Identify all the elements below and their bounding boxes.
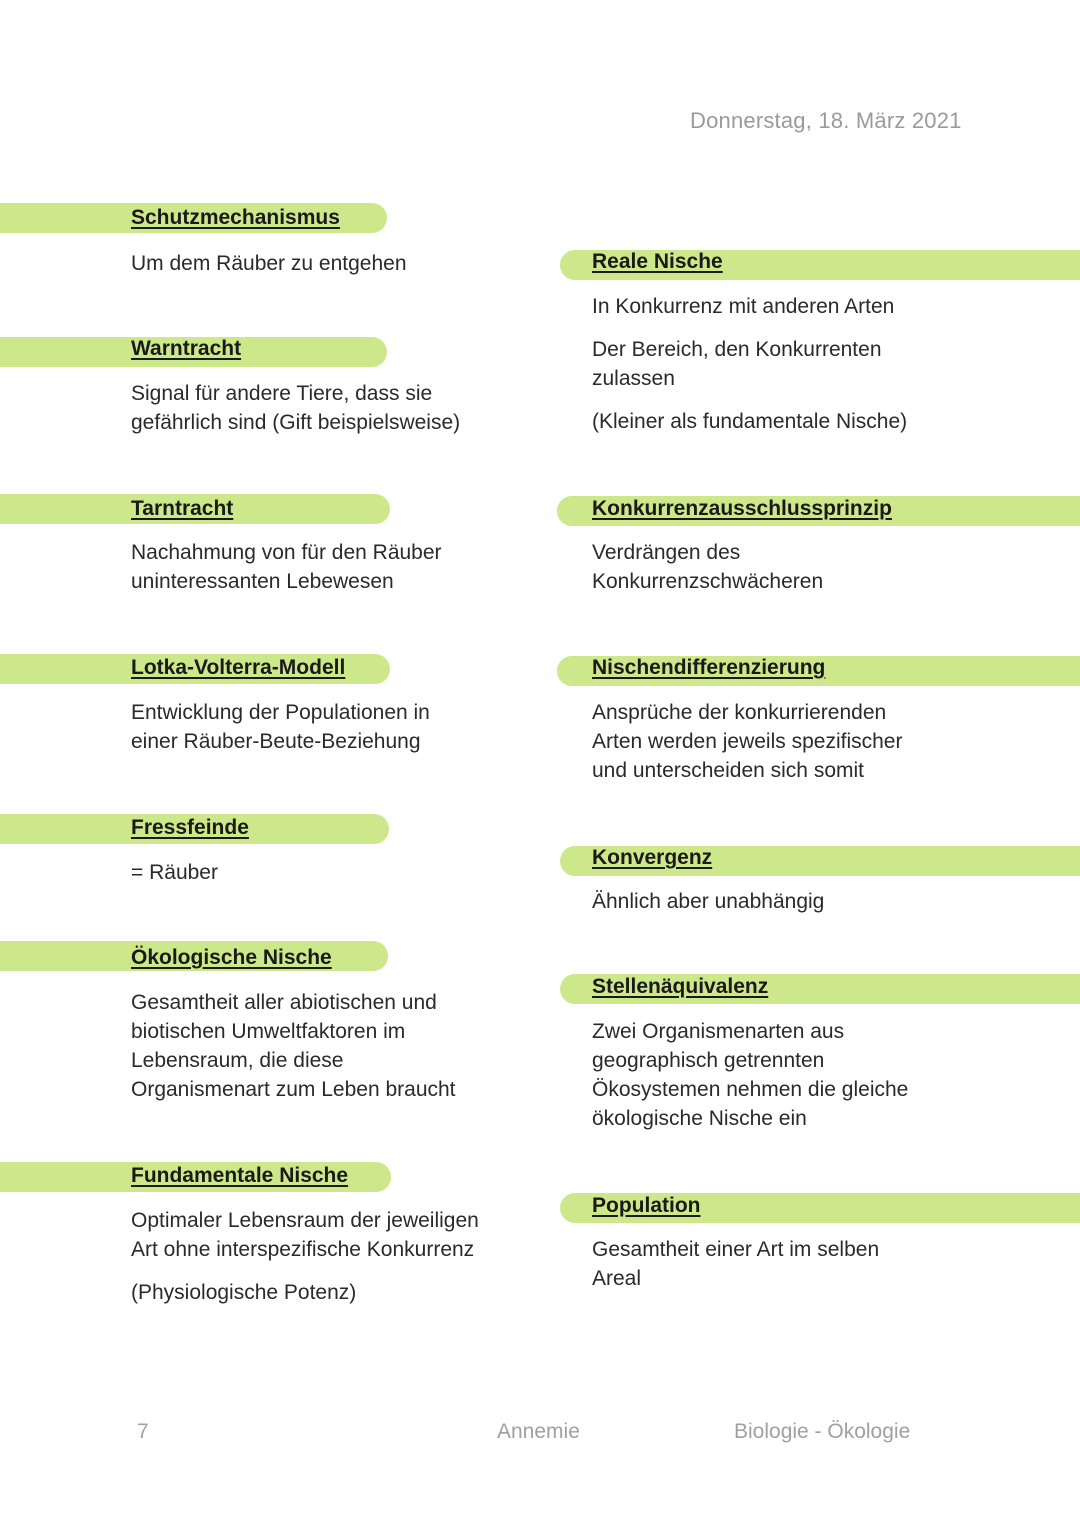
description-paragraph: Gesamtheit einer Art im selben Areal <box>592 1238 880 1290</box>
term-description <box>131 538 481 610</box>
term-heading: Tarntracht <box>131 497 234 520</box>
description-paragraph: Entwicklung der Populationen in einer Räuber-Beute-Beziehung <box>131 701 430 753</box>
term-heading: Schutzmechanismus <box>131 206 340 229</box>
description-paragraph: Ähnlich aber unabhängig <box>592 890 825 913</box>
term-heading: Konvergenz <box>592 846 713 869</box>
term-description <box>131 379 491 451</box>
term-description <box>131 1206 486 1321</box>
description-paragraph: In Konkurrenz mit anderen Arten <box>592 295 895 318</box>
term-heading: Fundamentale Nische <box>131 1164 349 1187</box>
footer-subject: Biologie - Ökologie <box>734 1420 911 1443</box>
description-paragraph: Verdrängen des Konkurrenzschwächeren <box>592 541 824 593</box>
term-heading: Ökologische Nische <box>131 946 332 969</box>
term-heading: Reale Nische <box>592 250 723 273</box>
term-heading: Warntracht <box>131 337 242 360</box>
term-heading: Nischendifferenzierung <box>592 656 826 679</box>
term-description <box>592 538 912 610</box>
footer-author: Annemie <box>497 1420 580 1443</box>
term-heading: Stellenäquivalenz <box>592 975 769 998</box>
description-paragraph: (Physiologische Potenz) <box>131 1281 357 1304</box>
term-heading: Fressfeinde <box>131 816 249 839</box>
page-number: 7 <box>137 1420 149 1443</box>
term-description <box>131 698 471 770</box>
description-paragraph: Gesamtheit aller abiotischen und biotischen Umweltfaktoren im Lebensraum, die diese Organismenart zum Leben braucht <box>131 991 456 1101</box>
term-description <box>131 988 476 1118</box>
term-description <box>131 249 511 292</box>
page-date: Donnerstag, 18. März 2021 <box>690 108 962 133</box>
description-paragraph: Um dem Räuber zu entgehen <box>131 252 407 275</box>
term-heading: Population <box>592 1194 701 1217</box>
description-paragraph: Optimaler Lebensraum der jeweiligen Art ohne interspezifische Konkurrenz <box>131 1209 479 1261</box>
term-description <box>592 887 932 930</box>
description-paragraph: Ansprüche der konkurrierenden Arten werden jeweils spezifischer und unterscheiden sich somit <box>592 701 903 782</box>
term-heading: Lotka-Volterra-Modell <box>131 656 346 679</box>
term-description <box>592 292 932 450</box>
term-description <box>592 698 927 799</box>
description-paragraph: Der Bereich, den Konkurrenten zulassen <box>592 338 882 390</box>
term-heading: Konkurrenzausschlussprinzip <box>592 497 892 520</box>
description-paragraph: Nachahmung von für den Räuber uninteressanten Lebewesen <box>131 541 442 593</box>
term-description <box>131 858 471 901</box>
description-paragraph: (Kleiner als fundamentale Nische) <box>592 410 908 433</box>
description-paragraph: Zwei Organismenarten aus geographisch getrennten Ökosystemen nehmen die gleiche ökologische Nische ein <box>592 1020 909 1130</box>
description-paragraph: = Räuber <box>131 861 218 884</box>
term-description <box>592 1235 912 1307</box>
description-paragraph: Signal für andere Tiere, dass sie gefährlich sind (Gift beispielsweise) <box>131 382 461 434</box>
term-description <box>592 1017 937 1147</box>
